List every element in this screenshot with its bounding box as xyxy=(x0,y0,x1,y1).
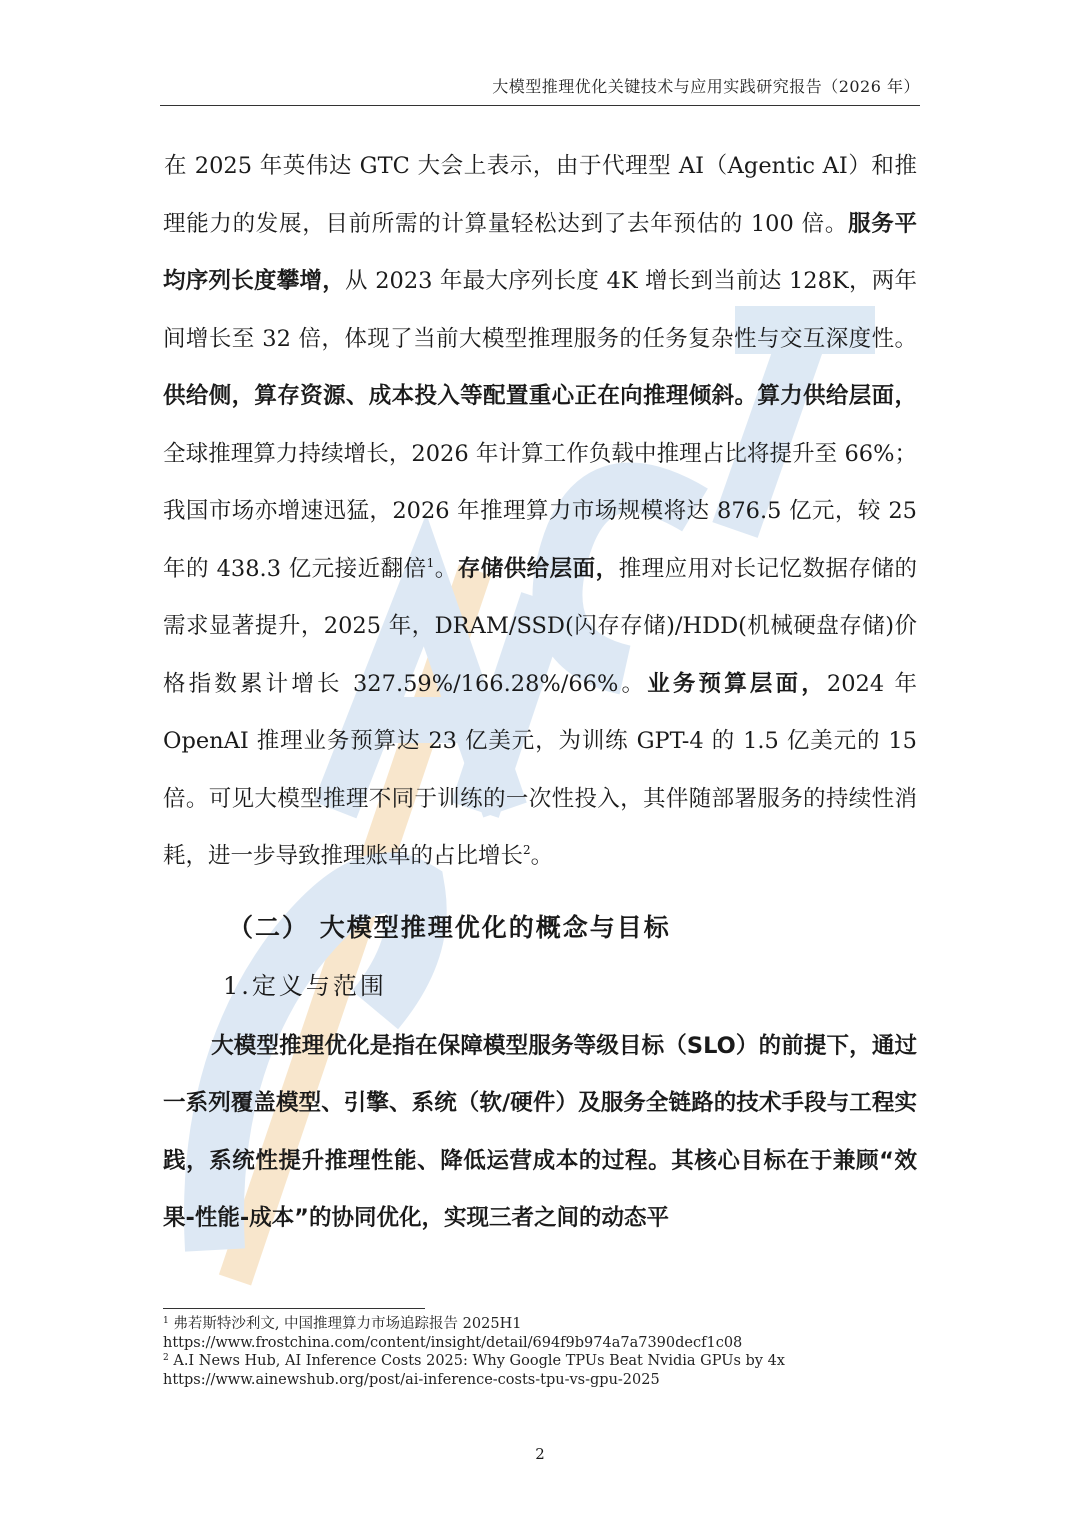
footnote-1 xyxy=(163,1315,917,1334)
footnote-ref-2[interactable]: 2 xyxy=(523,843,531,857)
watermark-text: CAICT 中国信通院 xyxy=(175,250,184,251)
footnote-text: A.I News Hub, AI Inference Costs 2025: Why Google TPUs Beat Nvidia GPUs by 4x xyxy=(168,1353,785,1369)
page-number: 2 xyxy=(535,1445,545,1463)
footnotes xyxy=(163,1308,917,1389)
text-run: 全球推理算力持续增长，2026 年计算工作负载中推理占比将提升至 66%；我国市场亦增速迅猛，2026 年推理算力市场规模将达 876.5 亿元，较 25 年的 438.3 亿元接近翻倍 xyxy=(163,440,917,582)
text-run: 从 2023 年最大序列长度 4K 增长到当前达 128K，两年间增长至 32 倍，体现了当前大模型推理服务的任务复杂性与交互深度性。 xyxy=(163,268,917,352)
bold-text-run: 供给侧，算存资源、成本投入等配置重心正在向推理倾斜。算力供给层面， xyxy=(163,383,917,409)
definition-paragraph xyxy=(163,1018,917,1248)
footnote-1-url[interactable]: https://www.frostchina.com/content/insight/detail/694f9b974a7a7390decf1c08 xyxy=(163,1334,743,1351)
bold-text-run: 业务预算层面， xyxy=(647,670,827,697)
footnote-number: 2 xyxy=(163,1353,169,1363)
text-run: 。 xyxy=(434,555,458,582)
text-run: 推理应用对长记忆数据存储的需求显著提升，2025 年，DRAM/SSD(闪存存储)/HDD(机械硬盘存储)价格指数累计增长 327.59%/166.28%/66%。 xyxy=(163,555,917,697)
running-header: 大模型推理优化关键技术与应用实践研究报告（2026 年） xyxy=(160,74,920,106)
footnote-text: 弗若斯特沙利文, 中国推理算力市场追踪报告 2025H1 xyxy=(168,1316,522,1332)
bold-text-run: 存储供给层面， xyxy=(457,555,619,582)
text-run: 。 xyxy=(530,843,554,869)
text-run: 大模型推理优化是指在保障模型服务等级目标（SLO）的前提下，通过一系列覆盖模型、引擎、系统（软/硬件）及服务全链路的技术手段与工程实践，系统性提升推理性能、降低运营成本的过程。其核心目标在于兼顾“效果-性能-成本”的协同优化，实现三者之间的动态平 xyxy=(163,1032,917,1231)
text-run: 在 2025 年英伟达 GTC 大会上表示，由于代理型 AI（Agentic AI）和推理能力的发展，目前所需的计算量轻松达到了去年预估的 100 倍。 xyxy=(163,153,917,237)
subsection-heading: 1.定义与范围 xyxy=(223,971,387,1000)
footnote-divider xyxy=(163,1308,425,1309)
page-body xyxy=(163,138,917,1248)
text-run: 2024 年 OpenAI 推理业务预算达 23 亿美元，为训练 GPT-4 的 1.5 亿美元的 15 倍。可见大模型推理不同于训练的一次性投入，其伴随部署服务的持续性消耗，进一步导致推理账单的占比增长 xyxy=(163,670,917,869)
section-heading: （二） 大模型推理优化的概念与目标 xyxy=(228,912,671,942)
footnote-ref-1[interactable]: 1 xyxy=(426,555,435,570)
footnote-number: 1 xyxy=(163,1316,169,1326)
footnote-2-url[interactable]: https://www.ainewshub.org/post/ai-inference-costs-tpu-vs-gpu-2025 xyxy=(163,1371,660,1388)
footnote-2 xyxy=(163,1352,917,1371)
bold-text-run: 服务平均序列长度攀增， xyxy=(163,210,917,294)
body-paragraph xyxy=(163,138,917,886)
